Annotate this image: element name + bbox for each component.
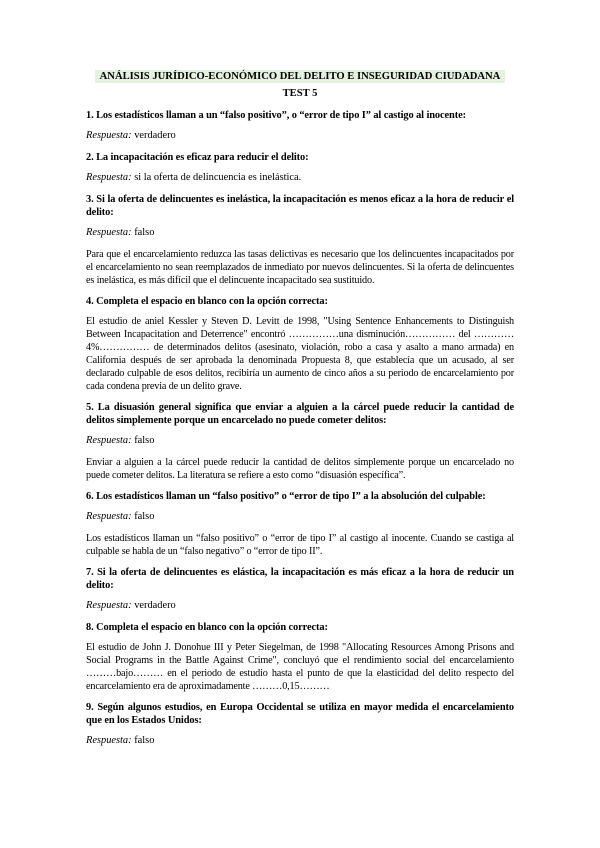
answer-label: Respuesta: <box>86 735 132 746</box>
answer-label: Respuesta: <box>86 435 132 446</box>
question-5: 5. La disuasión general significa que enviar a alguien a la cárcel puede reducir la cantidad de delitos simplemente porque un encarcelado no puede cometer delitos: <box>86 402 514 426</box>
answer-value: si la oferta de delincuencia es inelástica. <box>131 172 302 183</box>
answer-1 <box>86 129 514 142</box>
answer-value: falso <box>131 227 155 238</box>
explanation-5: Enviar a alguien a la cárcel puede reducir la cantidad de delitos simplemente porque un encarcelado no puede cometer delitos. La literatura se refiere a esto como “disuasión específica”. <box>86 457 514 481</box>
answer-value: falso <box>131 435 155 446</box>
answer-label: Respuesta: <box>86 227 132 238</box>
explanation-3: Para que el encarcelamiento reduzca las tasas delictivas es necesario que los delincuentes incapacitados por el encarcelamiento no sean reemplazados de inmediato por nuevos delincuentes. Si la oferta de delincuentes es inelástica, es más difícil que el delincuente incapacitado sea sustituido. <box>86 249 514 286</box>
header-title: ANÁLISIS JURÍDICO-ECONÓMICO DEL DELITO E INSEGURIDAD CIUDADANA <box>95 70 506 83</box>
question-8: 8. Completa el espacio en blanco con la opción correcta: <box>86 622 328 633</box>
answer-value: falso <box>131 735 155 746</box>
answer-label: Respuesta: <box>86 172 132 183</box>
document-header <box>86 71 514 82</box>
answer-3 <box>86 226 514 239</box>
answer-value: verdadero <box>131 130 176 141</box>
answer-label: Respuesta: <box>86 130 132 141</box>
answer-7 <box>86 599 514 612</box>
answer-label: Respuesta: <box>86 600 132 611</box>
test-title: TEST 5 <box>282 88 318 99</box>
answer-value: verdadero <box>131 600 176 611</box>
question-3: 3. Si la oferta de delincuentes es inelástica, la incapacitación es menos eficaz a la hora de reducir el delito: <box>86 194 514 218</box>
answer-value: falso <box>131 511 155 522</box>
question-7: 7. Si la oferta de delincuentes es elástica, la incapacitación es más eficaz a la hora de reducir un delito: <box>86 567 514 591</box>
answer-6 <box>86 510 514 523</box>
answer-2 <box>86 171 514 184</box>
explanation-8: El estudio de John J. Donohue III y Peter Siegelman, de 1998 "Allocating Resources Among Prisons and Social Programs in the Battle Against Crime", concluyó que el rendimiento social del encarcelamiento ………bajo……… en el periodo de estudio hasta el punto de que la elasticidad del delito respecto del encarcelamiento era de aproximadamente ………0,15……… <box>86 642 514 692</box>
question-9: 9. Según algunos estudios, en Europa Occidental se utiliza en mayor medida el encarcelamiento que en los Estados Unidos: <box>86 702 514 726</box>
answer-label: Respuesta: <box>86 511 132 522</box>
answer-9 <box>86 734 514 747</box>
question-2: 2. La incapacitación es eficaz para reducir el delito: <box>86 152 309 163</box>
explanation-4: El estudio de aniel Kessler y Steven D. Levitt de 1998, "Using Sentence Enhancements to Distinguish Between Incapacitation and Deterrence" encontró ……………una disminución…………… del …………4%…………… de determinados delitos (asesinato, violación, robo a casa y asalto a mano armada) en California después de ser aprobada la denominada Propuesta 8, que establecía que un acusado, al ser declarado culpable de esos delitos, recibiría un aumento de cinco años a su periodo de encarcelamiento por cada condena previa de un delito grave. <box>86 316 514 392</box>
question-6: 6. Los estadísticos llaman un “falso positivo” o “error de tipo I” a la absolución del culpable: <box>86 491 486 502</box>
answer-5 <box>86 434 514 447</box>
question-4: 4. Completa el espacio en blanco con la opción correcta: <box>86 296 328 307</box>
explanation-6: Los estadísticos llaman un “falso positivo” o “error de tipo I” al castigo al inocente. Cuando se castiga al culpable se habla de un “falso negativo” o “error de tipo II”. <box>86 533 514 557</box>
question-1: 1. Los estadísticos llaman a un “falso positivo”, o “error de tipo I” al castigo al inocente: <box>86 110 466 121</box>
